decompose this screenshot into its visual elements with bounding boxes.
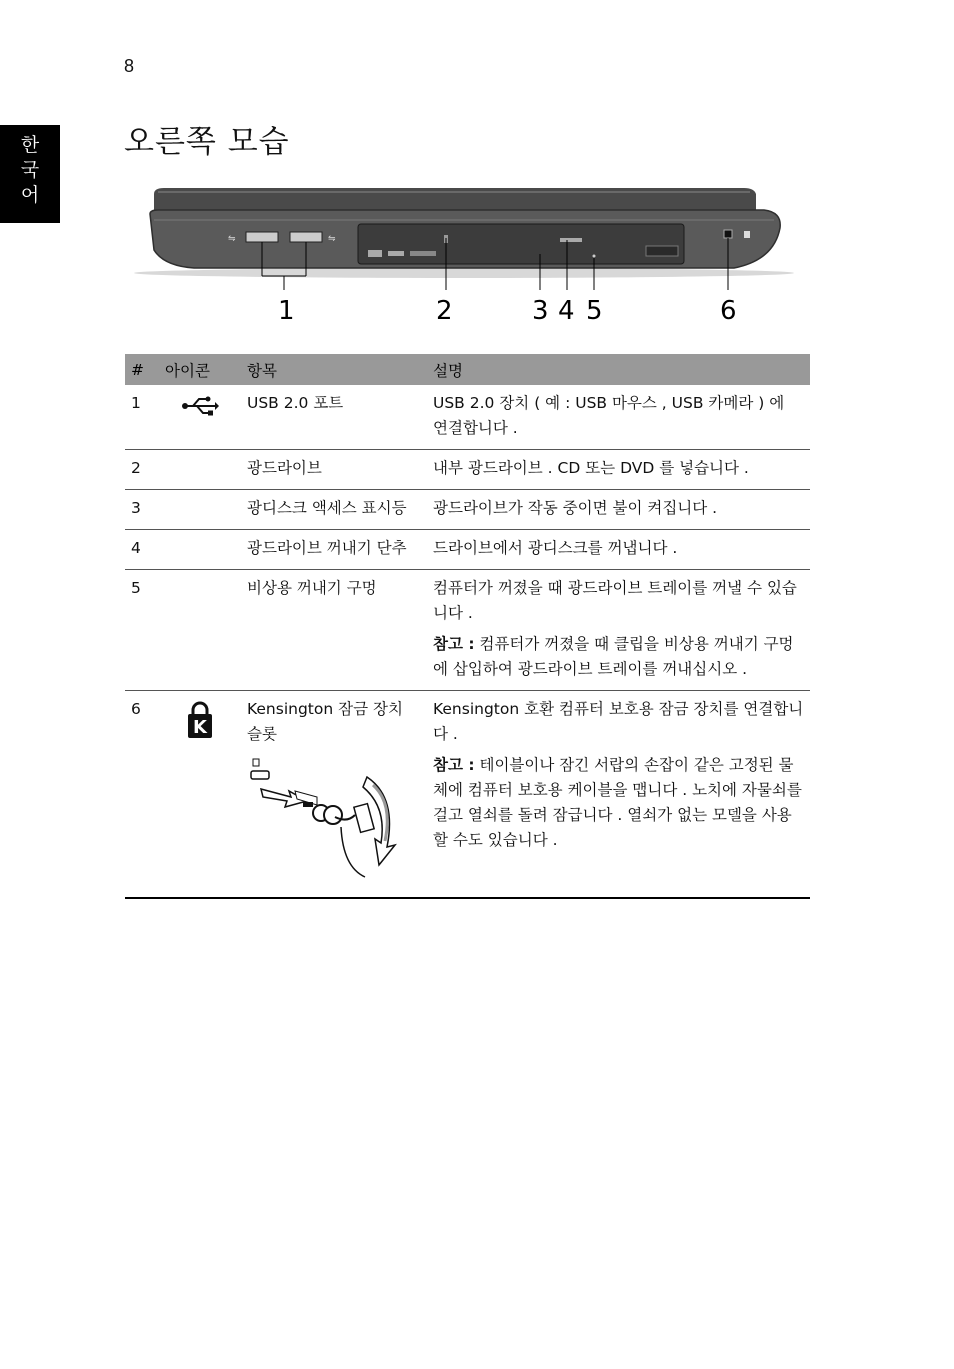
table-row (125, 385, 810, 450)
header-item: 항목 (241, 354, 427, 385)
row-item: USB 2.0 포트 (241, 385, 427, 450)
row-num: 1 (125, 385, 159, 450)
callout-3: 3 (532, 296, 549, 326)
note-label: 참고 : (433, 756, 475, 774)
row-item-cell (241, 691, 427, 899)
note-label: 참고 : (433, 635, 475, 653)
table-row (125, 570, 810, 691)
table-row (125, 691, 810, 899)
table-row (125, 490, 810, 530)
table-row (125, 450, 810, 490)
page-number: 8 (124, 56, 135, 76)
usb-icon (181, 395, 219, 417)
row-item: 광드라이브 꺼내기 단추 (241, 530, 427, 570)
row-num: 2 (125, 450, 159, 490)
row-num: 4 (125, 530, 159, 570)
note-text: 테이블이나 잠긴 서랍의 손잡이 같은 고정된 물체에 컴퓨터 보호용 케이블을 맵니다 . 노치에 자물쇠를 걸고 열쇠를 돌려 잠급니다 . 열쇠가 없는 모델을 사용할 수도 있습니다 . (433, 756, 802, 849)
row-desc-cell (427, 691, 810, 899)
table-row (125, 530, 810, 570)
callout-4: 4 (558, 296, 575, 326)
language-tab (0, 125, 60, 223)
svg-text:⇋: ⇋ (228, 234, 236, 244)
row-item: Kensington 잠금 장치 슬롯 (247, 700, 403, 743)
header-icon: 아이콘 (159, 354, 241, 385)
row-desc: USB 2.0 장치 ( 예 : USB 마우스 , USB 카메라 ) 에 연결합니다 . (427, 385, 810, 450)
row-icon-cell (159, 385, 241, 450)
row-num: 3 (125, 490, 159, 530)
row-item: 광디스크 액세스 표시등 (241, 490, 427, 530)
row-icon-cell (159, 570, 241, 691)
header-desc: 설명 (427, 354, 810, 385)
row-desc: Kensington 호환 컴퓨터 보호용 잠금 장치를 연결합니다 . (433, 700, 804, 743)
row-num: 6 (125, 691, 159, 899)
row-item: 비상용 꺼내기 구멍 (241, 570, 427, 691)
language-tab-char: 어 (20, 184, 40, 206)
row-desc: 광드라이브가 작동 중이면 불이 켜집니다 . (427, 490, 810, 530)
row-note (433, 753, 804, 853)
laptop-right-side-figure (124, 180, 824, 330)
lock-cable-illustration (247, 757, 409, 881)
header-num: # (125, 354, 159, 385)
row-num: 5 (125, 570, 159, 691)
ports-table (125, 354, 810, 899)
row-note (433, 632, 804, 682)
note-text: 컴퓨터가 꺼졌을 때 클립을 비상용 꺼내기 구멍에 삽입하여 광드라이브 트레이를 꺼내십시오 . (433, 635, 794, 678)
row-desc-cell (427, 570, 810, 691)
kensington-lock-icon (187, 701, 213, 739)
row-desc: 드라이브에서 광디스크를 꺼냅니다 . (427, 530, 810, 570)
callout-5: 5 (586, 296, 603, 326)
callout-1: 1 (278, 296, 295, 326)
callout-2: 2 (436, 296, 453, 326)
svg-text:⇋: ⇋ (328, 234, 336, 244)
language-tab-char: 한 (20, 134, 40, 156)
language-tab-char: 국 (20, 159, 40, 181)
row-icon-cell (159, 691, 241, 899)
row-icon-cell (159, 490, 241, 530)
row-item: 광드라이브 (241, 450, 427, 490)
row-icon-cell (159, 530, 241, 570)
row-desc: 컴퓨터가 꺼졌을 때 광드라이브 트레이를 꺼낼 수 있습니다 . (433, 579, 797, 622)
callout-6: 6 (720, 296, 737, 326)
kensington-letter: K (193, 717, 207, 738)
row-desc: 내부 광드라이브 . CD 또는 DVD 를 넣습니다 . (427, 450, 810, 490)
page-title: 오른쪽 모습 (124, 124, 290, 160)
table-header-row (125, 354, 810, 385)
row-icon-cell (159, 450, 241, 490)
